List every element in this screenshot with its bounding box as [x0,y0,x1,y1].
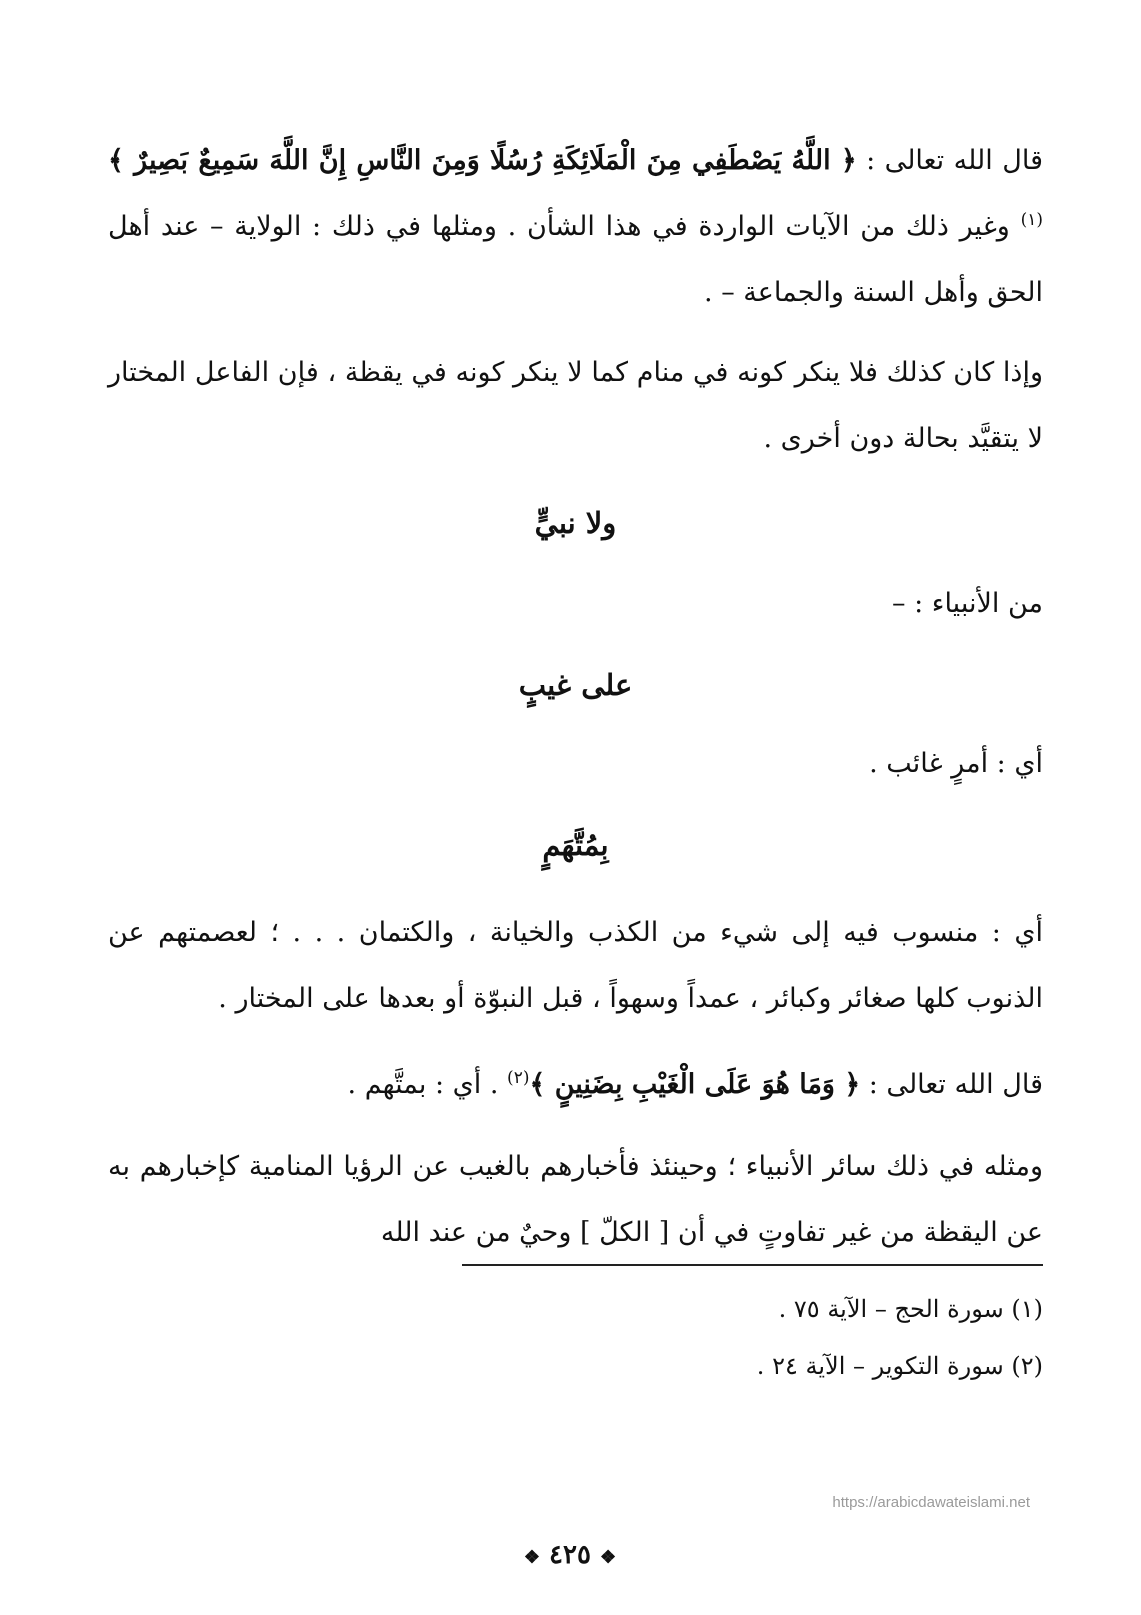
footnote-1: (١) سورة الحج – الآية ٧٥ . [778,1295,1043,1323]
quran-verse-1: ﴿ اللَّهُ يَصْطَفِي مِنَ الْمَلَائِكَةِ رُسُلًا وَمِنَ النَّاسِ إِنَّ اللَّهَ سَمِيعٌ بَصِيرٌ ﴾ [108,145,857,176]
watermark-url: https://arabicdawateislami.net [832,1494,1030,1511]
term-heading-nabi: ولا نبيٍّ [534,506,617,540]
paragraph-1-intro: قال الله تعالى : [856,145,1043,176]
paragraph-4-rest: . أي : بمتَّهم . [347,1069,508,1100]
paragraph-3 [108,900,1043,1032]
footnote-divider [462,1264,1043,1266]
ornament-right-icon: ❖ [523,1547,540,1568]
paragraph-2-text: وإذا كان كذلك فلا ينكر كونه في منام كما لا ينكر كونه في يقظة ، فإن الفاعل المختار لا يتقيَّد بحالة دون أخرى . [108,357,1043,454]
paragraph-5 [108,1134,1043,1266]
footnote-ref-1: (١) [1020,210,1043,230]
page-number-value: ٤٢٥ [549,1540,591,1570]
paragraph-4 [108,1052,1043,1118]
quran-verse-2: ﴿ وَمَا هُوَ عَلَى الْغَيْبِ بِضَنِينٍ ﴾ [529,1069,861,1100]
paragraph-2 [108,340,1043,472]
paragraph-5-text: ومثله في ذلك سائر الأنبياء ؛ وحينئذ فأخبارهم بالغيب عن الرؤيا المنامية كإخبارهم به عن اليقظة من غير تفاوتٍ في أن [ الكلّ ] وحيٌ من عند الله [108,1151,1043,1248]
footnote-ref-2: (٢) [507,1068,530,1088]
paragraph-1 [108,128,1043,326]
explanation-ghaib: أي : أمرٍ غائب . [869,748,1043,779]
paragraph-3-text: أي : منسوب فيه إلى شيء من الكذب والخيانة ، والكتمان . . . ؛ لعصمتهم عن الذنوب كلها صغائر وكبائر ، عمداً وسهواً ، قبل النبوّة أو بعدها على المختار . [108,917,1043,1014]
page-number [480,1540,660,1570]
term-heading-ghaib: على غيبٍ [518,668,633,702]
ornament-left-icon: ❖ [600,1547,617,1568]
footnote-2: (٢) سورة التكوير – الآية ٢٤ . [756,1352,1043,1380]
paragraph-1-rest: وغير ذلك من الآيات الواردة في هذا الشأن . ومثلها في ذلك : الولاية – عند أهل الحق وأهل السنة والجماعة – . [108,211,1043,308]
explanation-nabi: من الأنبياء : – [892,588,1043,619]
term-heading-muttaham: بِمُتَّهَمٍ [542,828,609,862]
paragraph-4-intro: قال الله تعالى : [860,1069,1043,1100]
